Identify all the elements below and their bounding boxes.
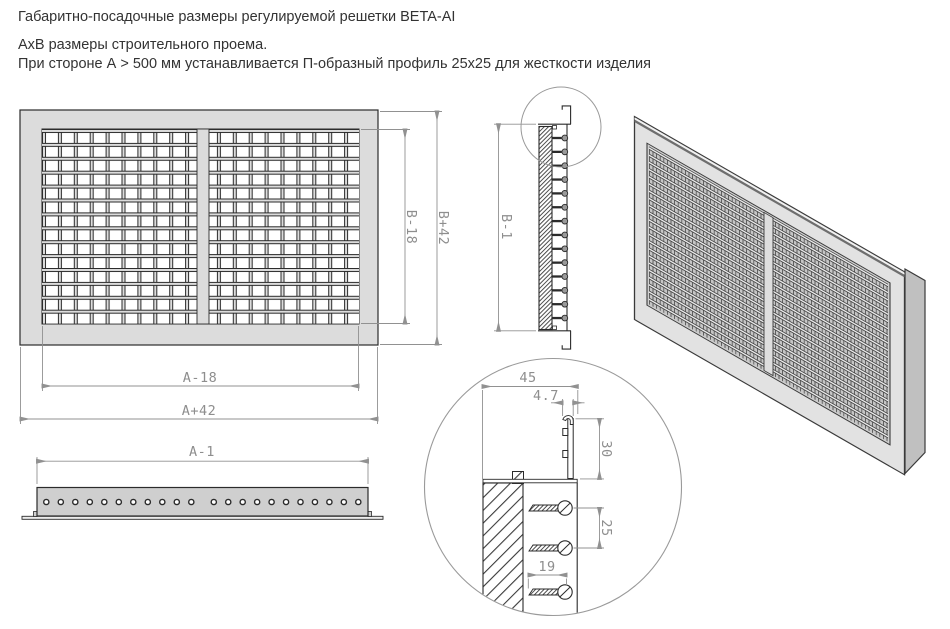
header-note-1: АхВ размеры строительного проема. <box>18 37 268 53</box>
bottom-view <box>22 457 383 519</box>
side-screws <box>553 135 568 321</box>
bottom-dimensions <box>37 457 368 484</box>
dim-label-screw-length: 19 <box>538 559 556 575</box>
dim-label-front-inner-height: B-18 <box>403 209 419 245</box>
dim-label-front-outer-width: A+42 <box>181 403 217 419</box>
dim-label-side-height: B-1 <box>498 214 514 240</box>
dim-label-front-inner-width: A-18 <box>182 370 218 386</box>
iso-sleeve <box>905 269 925 474</box>
detail-callout-circle <box>521 87 601 167</box>
detail-profile-section <box>563 416 573 479</box>
side-frame-section <box>539 127 552 330</box>
front-grid-left <box>42 129 197 324</box>
iso-divider <box>764 212 773 375</box>
front-view <box>20 110 442 424</box>
header-note-2: При стороне А > 500 мм устанавливается П-образный профиль 25х25 для жесткости изделия <box>18 56 652 72</box>
front-grid-right <box>209 129 359 324</box>
iso-view <box>635 117 926 475</box>
dim-label-front-outer-height: B+42 <box>435 210 451 246</box>
detail-face-plate <box>483 479 577 483</box>
detail-screws <box>529 501 572 599</box>
detail-wall-section <box>483 483 523 618</box>
dim-label-screw-pitch: 25 <box>598 519 614 537</box>
header-title: Габаритно-посадочные размеры регулируемой решетки BETA-AI <box>18 9 456 25</box>
dim-label-frame-depth: 45 <box>519 370 537 386</box>
dim-label-bottom-width: A-1 <box>189 444 215 460</box>
bottom-flange <box>22 516 383 519</box>
dim-label-profile-height: 30 <box>598 440 614 458</box>
dim-label-lip: 4.7 <box>533 388 559 404</box>
front-divider <box>197 129 209 324</box>
